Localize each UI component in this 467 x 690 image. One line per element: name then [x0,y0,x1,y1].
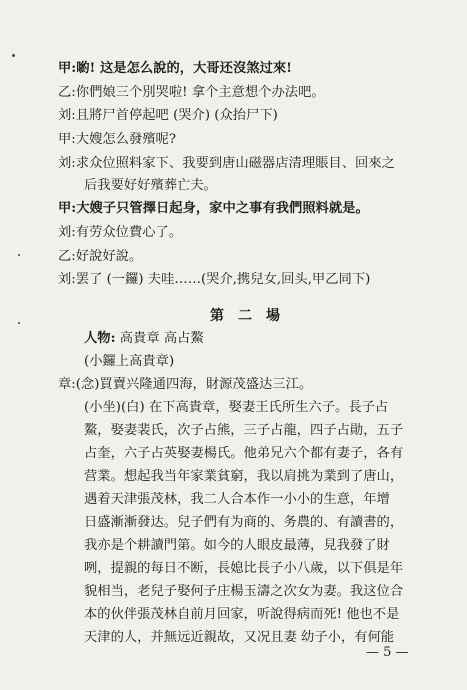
scene-line [58,376,312,393]
scene-line: 貌相当，老兒子娶何子庄楊玉濤之次女为妻。我这位合 [84,584,404,599]
dialogue-line [58,60,292,77]
print-speck [18,254,20,256]
scene-text: (念)買賣兴隆通四海，財源茂盛达三江。 [75,377,313,392]
dialogue-line [58,107,278,124]
scene-line: 占奎，六子占英娶妻楊氏。他弟兄六个都有妻子，各有 [84,446,404,461]
print-speck [12,54,15,57]
dialogue-text: 后我要好好殯葬亡夫。 [84,178,217,193]
print-speck [18,322,20,324]
speaker-label: 刘: [58,108,76,123]
dialogue-text: 大嫂怎么發殯呢? [75,132,176,147]
dialogue-text: 有劳众位費心了。 [75,225,183,240]
speaker-label: 乙: [58,249,76,264]
scene-line: 营業。想起我当年家業貧窮，我以肩挑为業到了唐山， [84,469,404,484]
dialogue-line [58,131,176,148]
scene-line: 鰲，娶妻裴氏，次子占熊，三子占龍，四子占勛，五子 [84,423,404,438]
scene-heading: 第二場 [210,308,294,324]
characters-line [84,330,204,347]
speaker-label: 甲: [58,132,76,147]
dialogue-line [58,84,325,101]
speaker-label: 刘: [58,272,76,287]
dialogue-continuation [84,177,217,194]
dialogue-text: 喲! 这是怎么說的，大哥还沒煞过來! [76,61,292,76]
dialogue-line [58,155,395,172]
speaker-label: 甲: [58,61,77,76]
characters-label: 人物: [84,331,116,346]
dialogue-line [58,200,369,217]
dialogue-text: 且將尸首停起吧 (哭介) (众抬尸下) [75,108,278,123]
dialogue-text: 好說好說。 [75,249,143,264]
speaker-label: 甲: [58,201,77,216]
scene-line: 遇着天津張茂林，我二人合本作一小小的生意，年增 [84,492,390,507]
dialogue-line [58,248,142,265]
scene-line: 日盛漸漸發达。兒子們有为商的、务農的、有讀書的， [84,515,404,530]
stage-direction: (小鑼上高貴章) [84,354,175,369]
scene-line: 咧，提親的每日不断，長媳比長子小八歲，以下俱是年 [84,561,404,576]
dialogue-text: 你們娘三个別哭啦! 拿个主意想个办法吧。 [75,85,325,100]
dialogue-line [58,271,370,288]
scene-line: (小坐)(白) 在下高貴章，娶妻王氏所生六子。長子占 [84,400,389,415]
speaker-label: 乙: [58,85,76,100]
dialogue-text: 求众位照料家下、我要到唐山磁器店清理賬目、回來之 [75,156,395,171]
scene-line: 我亦是个耕讀門第。如今的人眼皮最薄，見我發了財 [84,538,390,553]
page-number: — 5 — [366,645,409,660]
speaker-label: 刘: [58,225,76,240]
scene-line: 本的伙伴張茂林自前月回家，听說得病而死! 他也不是 [84,607,400,622]
characters-list: 高貴章 高占鰲 [119,331,204,346]
dialogue-line [58,224,182,241]
dialogue-text: 罢了 (一鑼) 夫哇……(哭介,携兒女,回头,甲乙同下) [75,272,371,287]
scene-line: 天津的人，并無远近親故，又况且妻 幼子小，有何能 [84,630,395,645]
speaker-label: 章: [58,377,76,392]
speaker-label: 刘: [58,156,76,171]
dialogue-text: 大嫂子只管擇日起身，家中之事有我們照料就是。 [76,201,369,216]
